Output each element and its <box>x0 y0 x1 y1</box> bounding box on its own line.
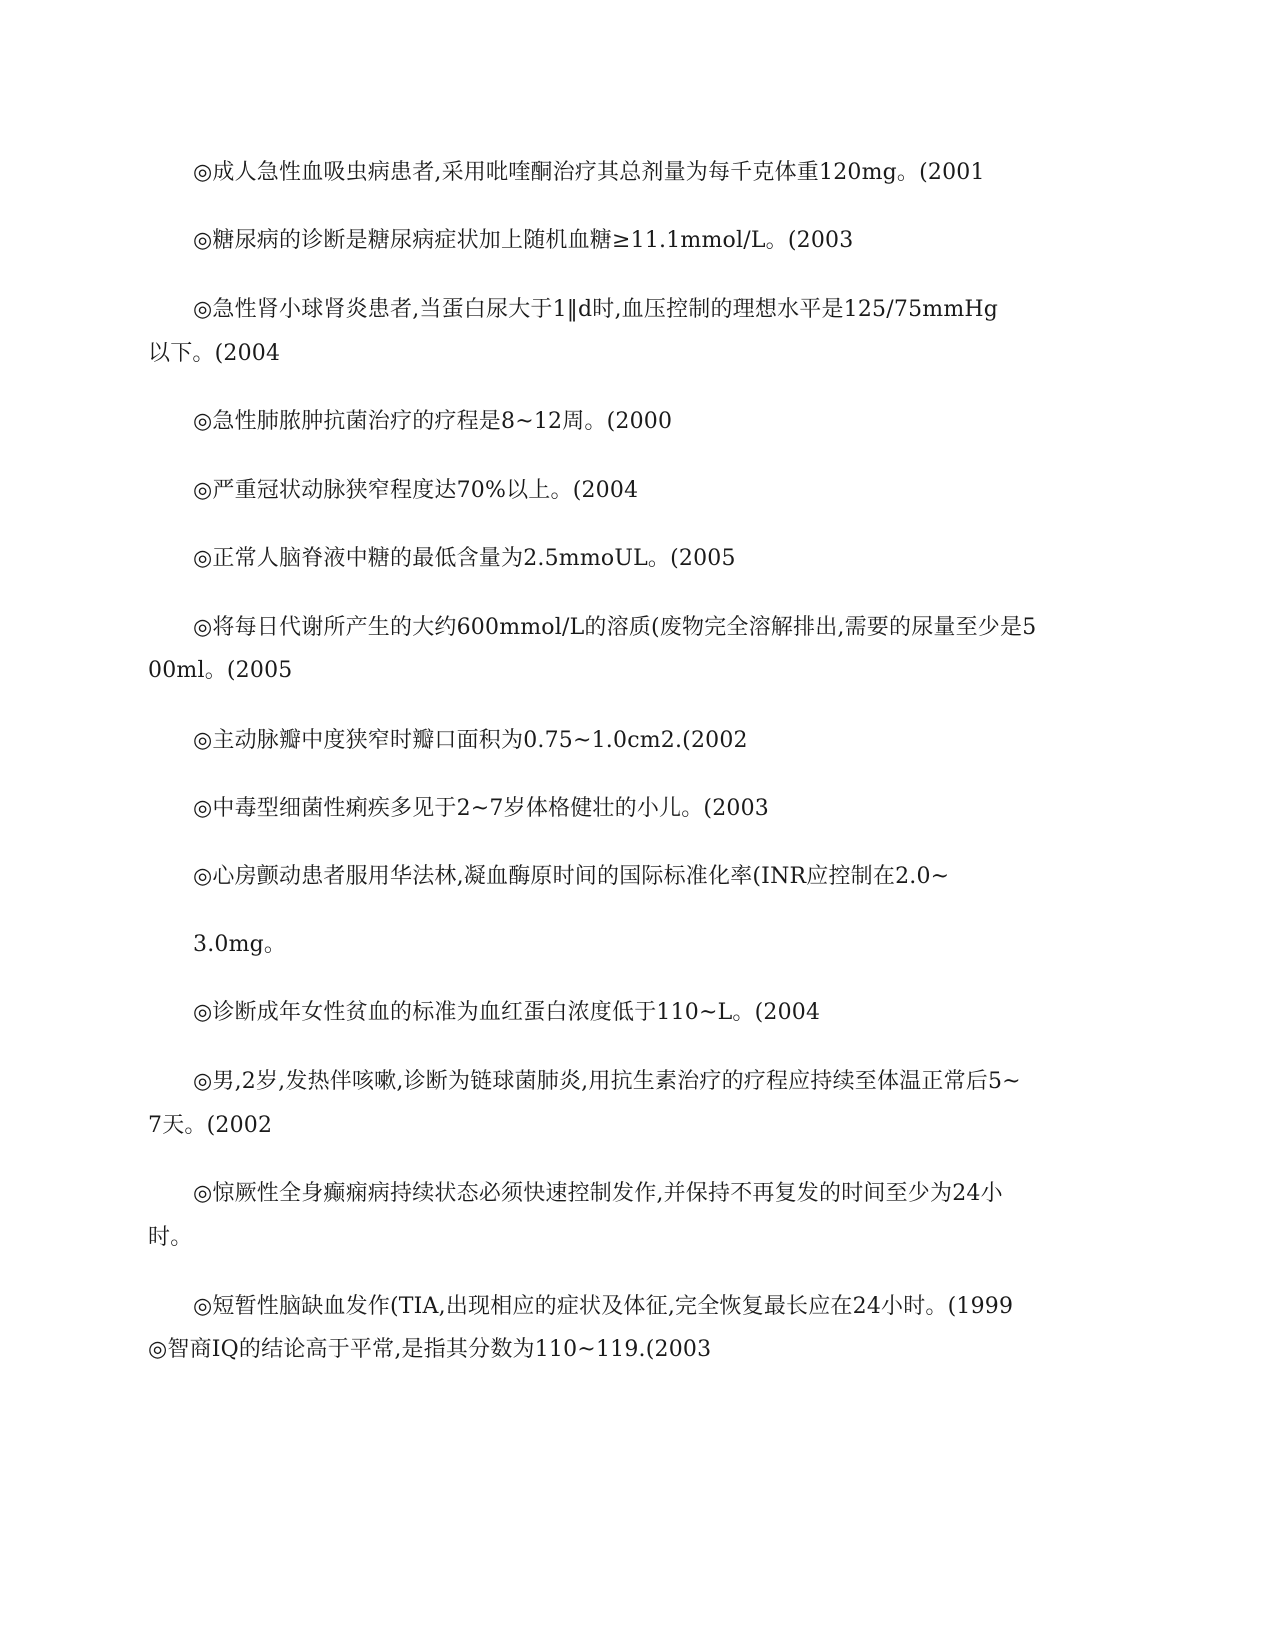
text-line: ◎主动脉瓣中度狭窄时瓣口面积为0.75~1.0cm2.(2002 <box>193 728 748 753</box>
text-line: ◎惊厥性全身癫痫病持续状态必须快速控制发作,并保持不再复发的时间至少为24小 <box>193 1181 1003 1206</box>
text-line: ◎急性肺脓肿抗菌治疗的疗程是8~12周。(2000 <box>193 409 673 434</box>
text-line: 时。 <box>148 1225 193 1250</box>
text-line: 7天。(2002 <box>148 1113 273 1138</box>
text-line: 00ml。(2005 <box>148 658 293 683</box>
text-line: 3.0mg。 <box>193 932 287 957</box>
text-line: ◎诊断成年女性贫血的标准为血红蛋白浓度低于110~L。(2004 <box>193 1000 821 1025</box>
text-line: ◎严重冠状动脉狭窄程度达70%以上。(2004 <box>193 478 639 503</box>
text-line: ◎急性肾小球肾炎患者,当蛋白尿大于1‖d时,血压控制的理想水平是125/75mmHg <box>193 297 999 322</box>
text-line: ◎成人急性血吸虫病患者,采用吡喹酮治疗其总剂量为每千克体重120mg。(2001 <box>193 160 985 185</box>
text-line: ◎心房颤动患者服用华法林,凝血酶原时间的国际标准化率(INR应控制在2.0~ <box>193 864 950 889</box>
text-line: ◎男,2岁,发热伴咳嗽,诊断为链球菌肺炎,用抗生素治疗的疗程应持续至体温正常后5~ <box>193 1069 1021 1094</box>
text-line: 以下。(2004 <box>148 341 281 366</box>
text-line: ◎智商IQ的结论高于平常,是指其分数为110~119.(2003 <box>148 1337 712 1362</box>
text-line: ◎短暂性脑缺血发作(TIA,出现相应的症状及体征,完全恢复最长应在24小时。(1999 <box>193 1294 1014 1319</box>
text-line: ◎正常人脑脊液中糖的最低含量为2.5mmoUL。(2005 <box>193 546 736 571</box>
text-line: ◎糖尿病的诊断是糖尿病症状加上随机血糖≥11.1mmol/L。(2003 <box>193 228 854 253</box>
text-line: ◎中毒型细菌性痢疾多见于2~7岁体格健壮的小儿。(2003 <box>193 796 769 821</box>
text-line: ◎将每日代谢所产生的大约600mmol/L的溶质(废物完全溶解排出,需要的尿量至少是5 <box>193 615 1037 640</box>
